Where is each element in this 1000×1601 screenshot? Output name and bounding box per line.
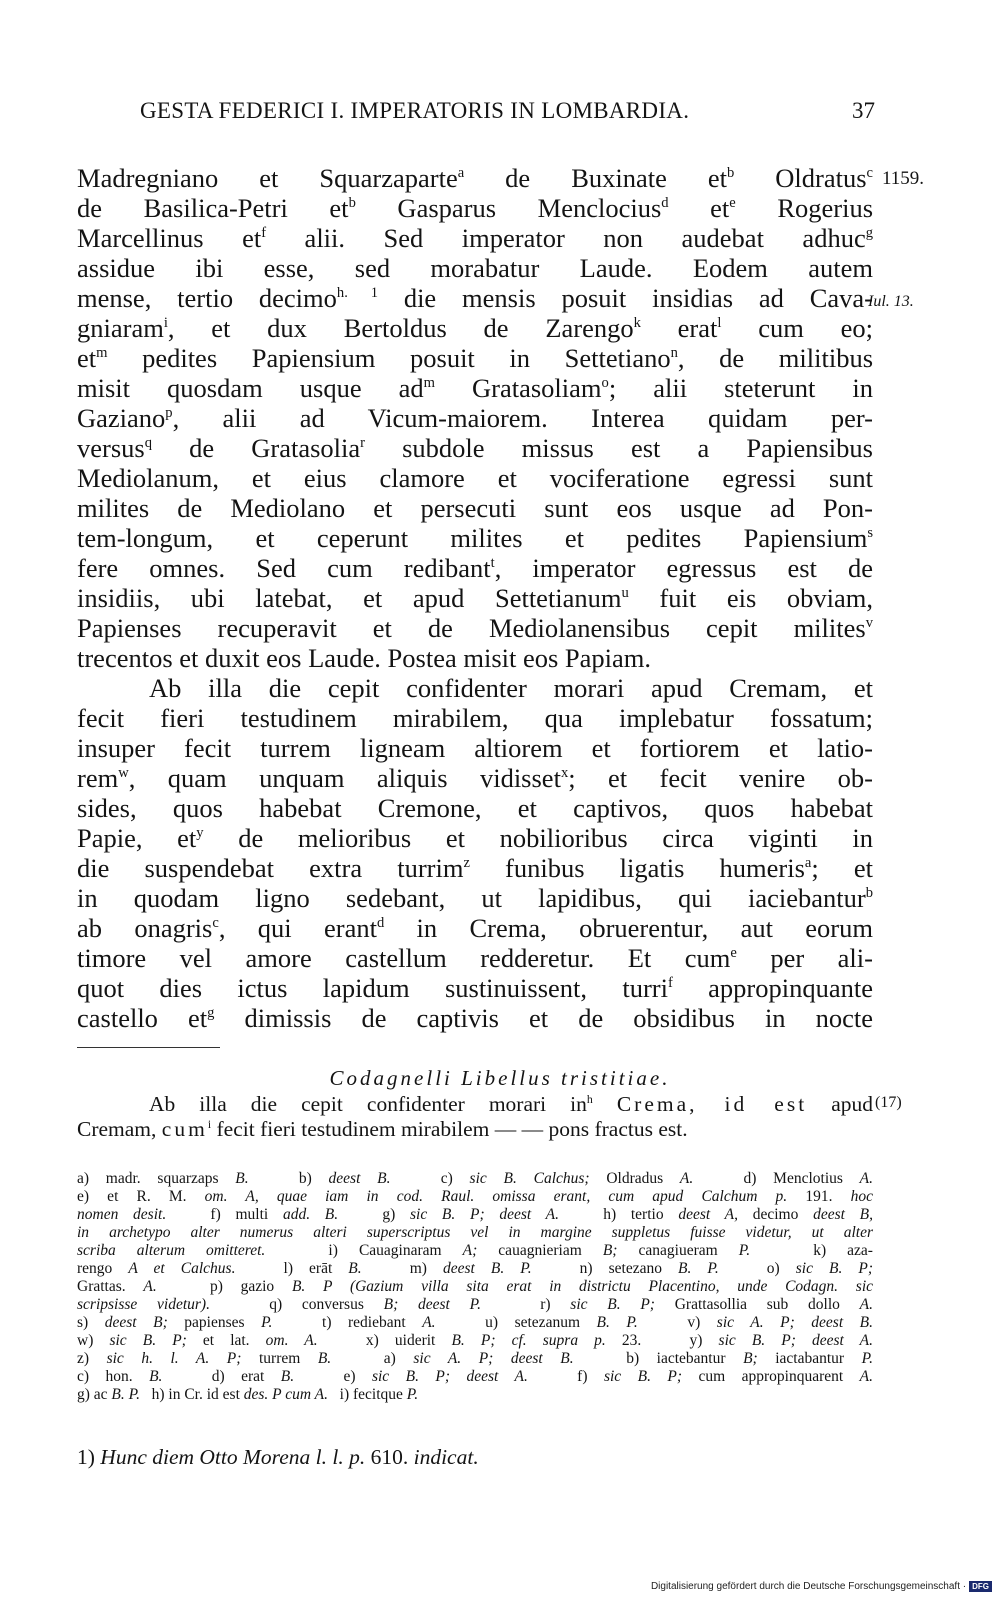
- text-line: insuper fecit turrem ligneam altiorem et fortiorem et latio-: [77, 733, 873, 763]
- text-line: misit quosdam usque $ad^m$ Gratasoliam$^o$; alii steterunt in: [77, 373, 873, 403]
- text-line: Gaziano$^p$, alii ad Vicum-maiorem. Interea quidam per-: [77, 403, 873, 433]
- text-line: ab onagris$^c$, qui erant$^d$ in Crema, obruerentur, aut eorum: [77, 913, 873, 943]
- apparatus-line: e) et R. M. om. A, quae iam in cod. Raul. omissa erant, cum apud Calchum p. 191. hoc: [77, 1188, 873, 1205]
- text-line: Papienses recuperavit et de Mediolanensibus cepit milites$^v$: [77, 613, 873, 643]
- text-line: milites de Mediolano et persecuti sunt eos usque ad Pon-: [77, 493, 873, 523]
- text-line: Papie, $et^y$ de melioribus et nobilioribus circa viginti in: [77, 823, 873, 853]
- footnote-divider: [77, 1047, 220, 1048]
- codagnelli-line: Cremam, cum$^i$ fecit fieri testudinem mirabilem — — pons fractus est.: [77, 1116, 688, 1141]
- apparatus-line: a) madr. squarzaps B. b) deest B. c) sic B. Calchus; Oldradus A. d) Menclotius A.: [77, 1170, 873, 1187]
- apparatus-line: s) deest B; papienses P. t) rediebant A. u) setezanum B. P. v) sic A. P; deest B.: [77, 1314, 873, 1331]
- text-line: mense, tertio decimo$^{h. 1}$ die mensis posuit insidias ad Cava-: [77, 283, 874, 313]
- text-line: rem$^w$, quam unquam aliquis vidisset$^x$; et fecit venire ob-: [77, 763, 873, 793]
- digitization-credit: [651, 1581, 992, 1592]
- codagnelli-line: Ab illa die cepit confidenter morari $in^h$ Crema, id est apud: [149, 1091, 874, 1116]
- codagnelli-heading: Codagnelli Libellus tristitiae.: [329, 1066, 671, 1090]
- text-line: timore vel amore castellum redderetur. Et cum$^e$ per ali-: [77, 943, 873, 973]
- codagnelli-parallel-text: [77, 1092, 873, 1142]
- apparatus-line: in archetypo alter numerus alteri superscriptus vel in margine suppletus fuisse videtur, ut alter: [77, 1224, 873, 1241]
- credit-text: Digitalisierung gefördert durch die Deutsche Forschungsgemeinschaft ·: [650, 1581, 967, 1592]
- text-line: Mediolanum, et eius clamore et vociferatione egressi sunt: [77, 463, 873, 493]
- text-line: in quodam ligno sedebant, ut lapidibus, qui iaciebantur$^b$: [77, 883, 873, 913]
- text-line: Marcellinus $et^f$ alii. Sed imperator non audebat adhuc$^g$: [77, 223, 873, 253]
- paragraph-start-line: Ab illa die cepit confidenter morari apud Cremam, et: [149, 673, 873, 703]
- text-line: die suspendebat extra turrim$^z$ funibus ligatis humeris$^a$; et: [77, 853, 873, 883]
- margin-year: 1159.: [882, 168, 925, 189]
- apparatus-line: nomen desit. f) multi add. B. g) sic B. P; deest A. h) tertio deest A, decimo deest B,: [77, 1206, 873, 1223]
- text-line: de Basilica-Petri $et^b$ Gasparus Menclocius$^d$ $et^e$ Rogerius: [77, 193, 874, 223]
- text-line: fecit fieri testudinem mirabilem, qua implebatur fossatum;: [77, 703, 873, 733]
- margin-date: [868, 290, 914, 311]
- text-line: tem-longum, et ceperunt milites et pedites Papiensium$^s$: [77, 523, 873, 553]
- footnote-1: 1) Hunc diem Otto Morena l. l. p. 610. indicat.: [77, 1445, 479, 1469]
- text-line: castello $et^g$ dimissis de captivis et de obsidibus in nocte: [77, 1003, 874, 1033]
- dfg-logo: DFG: [969, 1581, 992, 1592]
- text-line: trecentos et duxit eos Laude. Postea misit eos Papiam.: [77, 643, 652, 673]
- apparatus-line: z) sic h. l. A. P; turrem B. a) sic A. P; deest B. b) iactebantur B; iactabantur P.: [77, 1350, 873, 1367]
- apparatus-line: w) sic B. P; et lat. om. A. x) uiderit B. P; cf. supra p. 23. y) sic B. P; deest A.: [77, 1332, 873, 1349]
- text-line: assidue ibi esse, sed morabatur Laude. Eodem autem: [77, 253, 873, 283]
- codagnelli-margin-note: (17): [875, 1094, 902, 1111]
- text-line: quot dies ictus lapidum sustinuissent, turri$^f$ appropinquante: [77, 973, 873, 1003]
- text-line: fere omnes. Sed cum redibant$^t$, imperator egressus est de: [77, 553, 874, 583]
- running-header: [140, 98, 875, 132]
- text-line: gniaram$^i$, et dux Bertoldus de Zarengo$^k$ erat$^l$ cum eo;: [77, 313, 873, 343]
- apparatus-line: c) hon. B. d) erat B. e) sic B. P; deest A. f) sic B. P; cum appropinquarent A.: [77, 1368, 873, 1385]
- apparatus-line: Grattas. A. p) gazio B. P (Gazium villa sita erat in districtu Placentino, unde Codagn. sic: [77, 1278, 874, 1295]
- page-number: 37: [852, 98, 875, 123]
- text-line: insidiis, ubi latebat, et apud Settetianum$^u$ fuit eis obviam,: [77, 583, 873, 613]
- text-line: versus$^q$ de Gratasolia$^r$ subdole missus est a Papiensibus: [77, 433, 873, 463]
- running-title: GESTA FEDERICI I. IMPERATORIS IN LOMBARDIA.: [140, 98, 690, 123]
- apparatus-line: scripsisse videtur). q) conversus B; deest P. r) sic B. P; Grattasollia sub dollo A.: [77, 1296, 874, 1313]
- text-line: $et^m$ pedites Papiensium posuit in Settetiano$^n$, de militibus: [77, 343, 874, 373]
- apparatus-line: g) ac B. P. h) in Cr. id est des. P cum A. i) fecitque P.: [77, 1386, 419, 1403]
- text-line: Madregniano et Squarzaparte$^a$ de Buxinate $et^b$ Oldratus$^c$: [77, 163, 873, 193]
- main-text: [77, 163, 873, 1033]
- apparatus-line: scriba alterum omitteret. i) Cauaginaram A; cauagnieriam B; canagiueram P. k) aza-: [77, 1242, 873, 1259]
- text-line: sides, quos habebat Cremone, et captivos, quos habebat: [77, 793, 873, 823]
- apparatus-line: rengo A et Calchus. l) erāt B. m) deest B. P. n) setezano B. P. o) sic B. P;: [77, 1260, 873, 1277]
- critical-apparatus: [77, 1170, 873, 1404]
- margin-date-text: Iul. 13.: [868, 293, 914, 310]
